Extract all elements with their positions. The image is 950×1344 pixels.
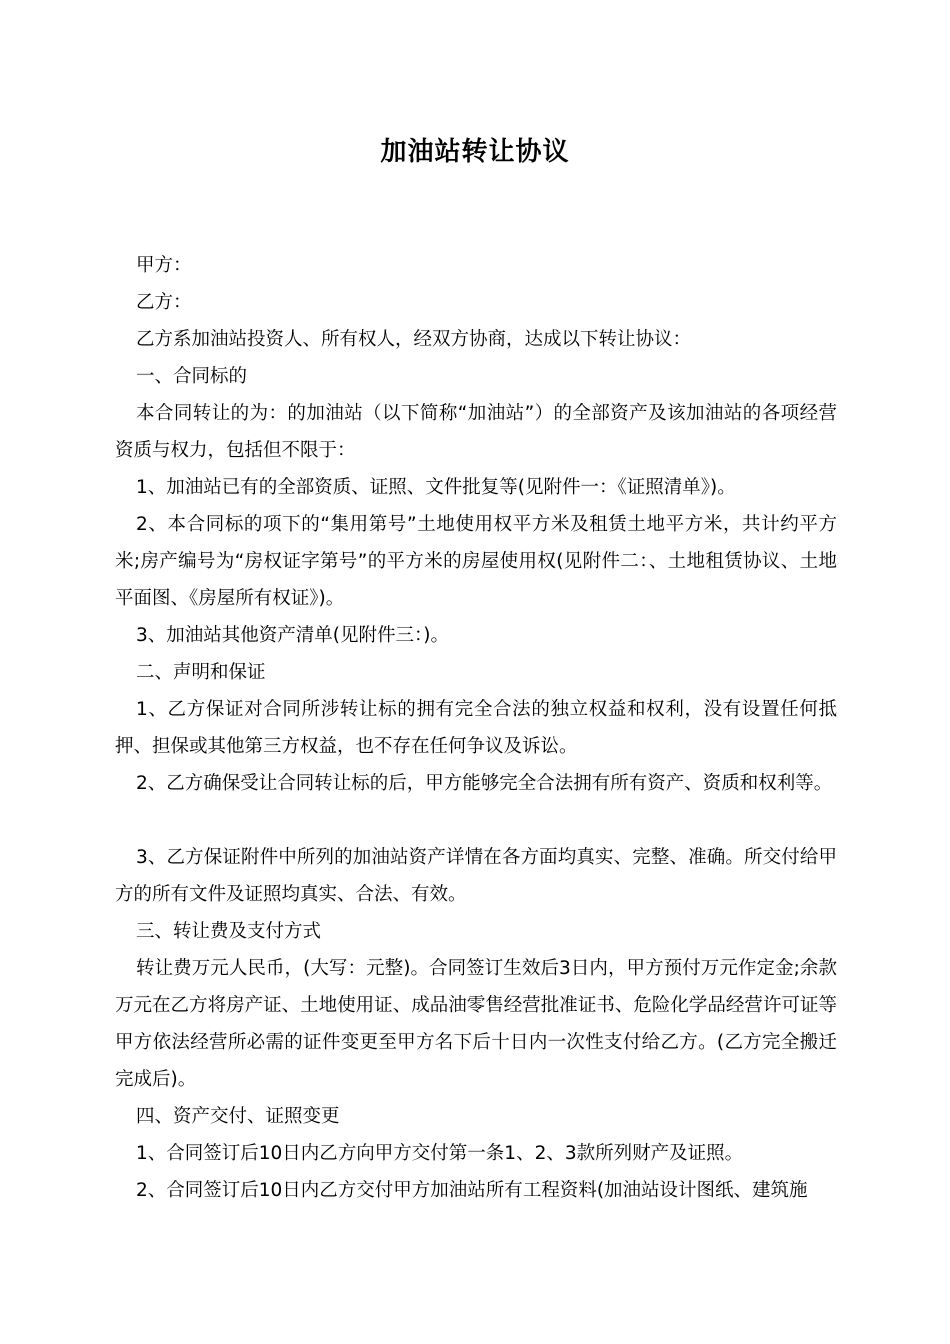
section-1-item-1: 1、加油站已有的全部资质、证照、文件批复等(见附件一：《证照清单》)。 (136, 477, 736, 498)
intro-paragraph: 乙方系加油站投资人、所有权人，经双方协商，达成以下转让协议： (136, 329, 692, 350)
section-2-item-2: 2、乙方确保受让合同转让标的后，甲方能够完全合法拥有所有资产、资质和权利等。 (136, 773, 833, 794)
document-title: 加油站转让协议 (380, 137, 570, 167)
section-4-item-2: 2、合同签订后10日内乙方交付甲方加油站所有工程资料(加油站设计图纸、建筑施 (136, 1180, 808, 1201)
section-heading-4: 四、资产交付、证照变更 (136, 1106, 340, 1127)
section-2-item-1: 1、乙方保证对合同所涉转让标的拥有完全合法的独立权益和权利，没有设置任何抵押、担保或其他第三方权益，也不存在任何争议及诉讼。 (115, 699, 837, 757)
section-heading-3: 三、转让费及支付方式 (136, 921, 322, 942)
paragraph-gap (115, 802, 837, 839)
section-1-item-3: 3、加油站其他资产清单(见附件三：)。 (136, 625, 449, 646)
party-b-line: 乙方： (136, 292, 192, 313)
section-3-paragraph: 转让费万元人民币，(大写：元整)。合同签订生效后3日内，甲方预付万元作定金;余款万元在乙方将房产证、土地使用证、成品油零售经营批准证书、危险化学品经营许可证等甲方依法经营所必需的证件变更至甲方名下后十日内一次性支付给乙方。(乙方完全搬迁完成后)。 (115, 958, 837, 1090)
section-heading-1: 一、合同标的 (136, 366, 248, 387)
section-1-item-2: 2、本合同标的项下的“集用第号”土地使用权平方米及租赁土地平方米，共计约平方米;房产编号为“房权证字第号”的平方米的房屋使用权(见附件二：、土地租赁协议、土地平面图、《房屋所有权证》)。 (115, 514, 837, 609)
section-4-item-1: 1、合同签订后10日内乙方向甲方交付第一条1、2、3款所列财产及证照。 (136, 1143, 744, 1164)
document-body (115, 247, 837, 1209)
section-1-paragraph: 本合同转让的为：的加油站（以下简称“加油站”）的全部资产及该加油站的各项经营资质与权力，包括但不限于： (115, 403, 837, 461)
party-a-line: 甲方： (136, 255, 192, 276)
section-heading-2: 二、声明和保证 (136, 662, 266, 683)
section-2-item-3: 3、乙方保证附件中所列的加油站资产详情在各方面均真实、完整、准确。所交付给甲方的所有文件及证照均真实、合法、有效。 (115, 847, 837, 905)
